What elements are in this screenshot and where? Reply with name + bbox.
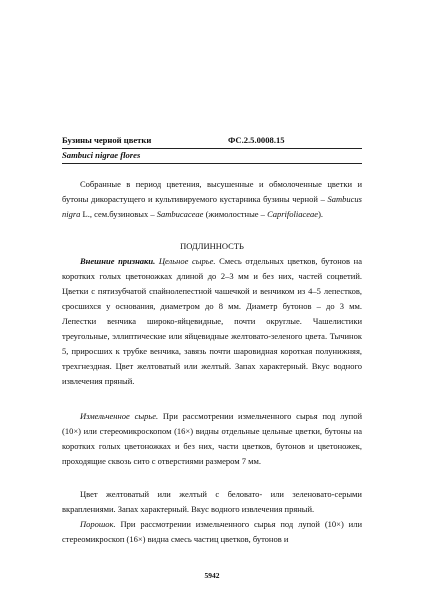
intro-paragraph xyxy=(62,177,362,222)
intro-text-2: L., сем.бузиновых – xyxy=(80,209,157,219)
powder-paragraph xyxy=(62,517,362,547)
monograph-title: Бузины черной цветки xyxy=(62,135,152,145)
header-divider-top xyxy=(62,148,362,149)
family-alt-latin: Caprifoliaceae xyxy=(267,209,319,219)
powder-label: Порошок. xyxy=(80,519,116,529)
section-heading: ПОДЛИННОСТЬ xyxy=(180,241,244,251)
crushed-material-label: Измельченное сырье. xyxy=(80,411,159,421)
species-latin: Sambucus nigra xyxy=(62,194,362,219)
external-features-text: Смесь отдельных цветков, бутонов на коротких голых цветоножках длиной до 2–3 мм и без них, частей соцветий. Цветки с пятизубчатой спайнолепестной чашечкой и венчиком из 4–5 лепестков, сросшихся у основания, диаметром до 8 мм. Диаметр бутонов – до 3 мм. Лепестки венчика широко-яйцевидные, почти округлые. Чашелистики треугольные, эллиптические или яйцевидные желтовато-зеленого цвета. Тычинок 5, приросших к трубке венчика, завязь почти шаровидная короткая полунижняя, трехгнездная. Цвет желтоватый или желтый. Запах характерный. Вкус водного извлечения пряный. xyxy=(62,256,362,386)
crushed-material-text: При рассмотрении измельченного сырья под лупой (10×) или стереомикроскопом (16×) видны отдельные цельные цветки, бутоны на коротких голых цветоножках и без них, части цветков, бутонов и цветоножек, проходящие сквозь сито с отверстиями размером 7 мм. xyxy=(62,411,363,466)
external-features-label: Внешние признаки. xyxy=(80,256,156,266)
monograph-code: ФС.2.5.0008.15 xyxy=(228,135,285,145)
color-text: Цвет желтоватый или желтый с беловато- или зеленовато-серыми вкраплениями. Запах характерный. Вкус водного извлечения пряный. xyxy=(62,489,362,514)
intro-text-4: ). xyxy=(318,209,324,219)
monograph-latin-name: Sambuci nigrae flores xyxy=(62,150,141,160)
whole-material-label: Цельное сырье. xyxy=(158,256,216,266)
intro-text-3: (жимолостные – xyxy=(203,209,268,219)
external-features-paragraph xyxy=(62,254,362,389)
color-paragraph xyxy=(62,487,362,517)
page-number: 5942 xyxy=(204,571,220,580)
crushed-material-paragraph xyxy=(62,409,362,469)
header-divider-bottom xyxy=(62,163,362,164)
powder-text: При рассмотрении измельченного сырья под лупой (10×) или стереомикроскоп (16×) видна смесь частиц цветков, бутонов и xyxy=(62,519,362,544)
family-latin: Sambucaceae xyxy=(156,209,204,219)
intro-text-1: Собранные в период цветения, высушенные и обмолоченные цветки и бутоны дикорастущего и культивируемого кустарника бузины черной – xyxy=(62,179,362,204)
